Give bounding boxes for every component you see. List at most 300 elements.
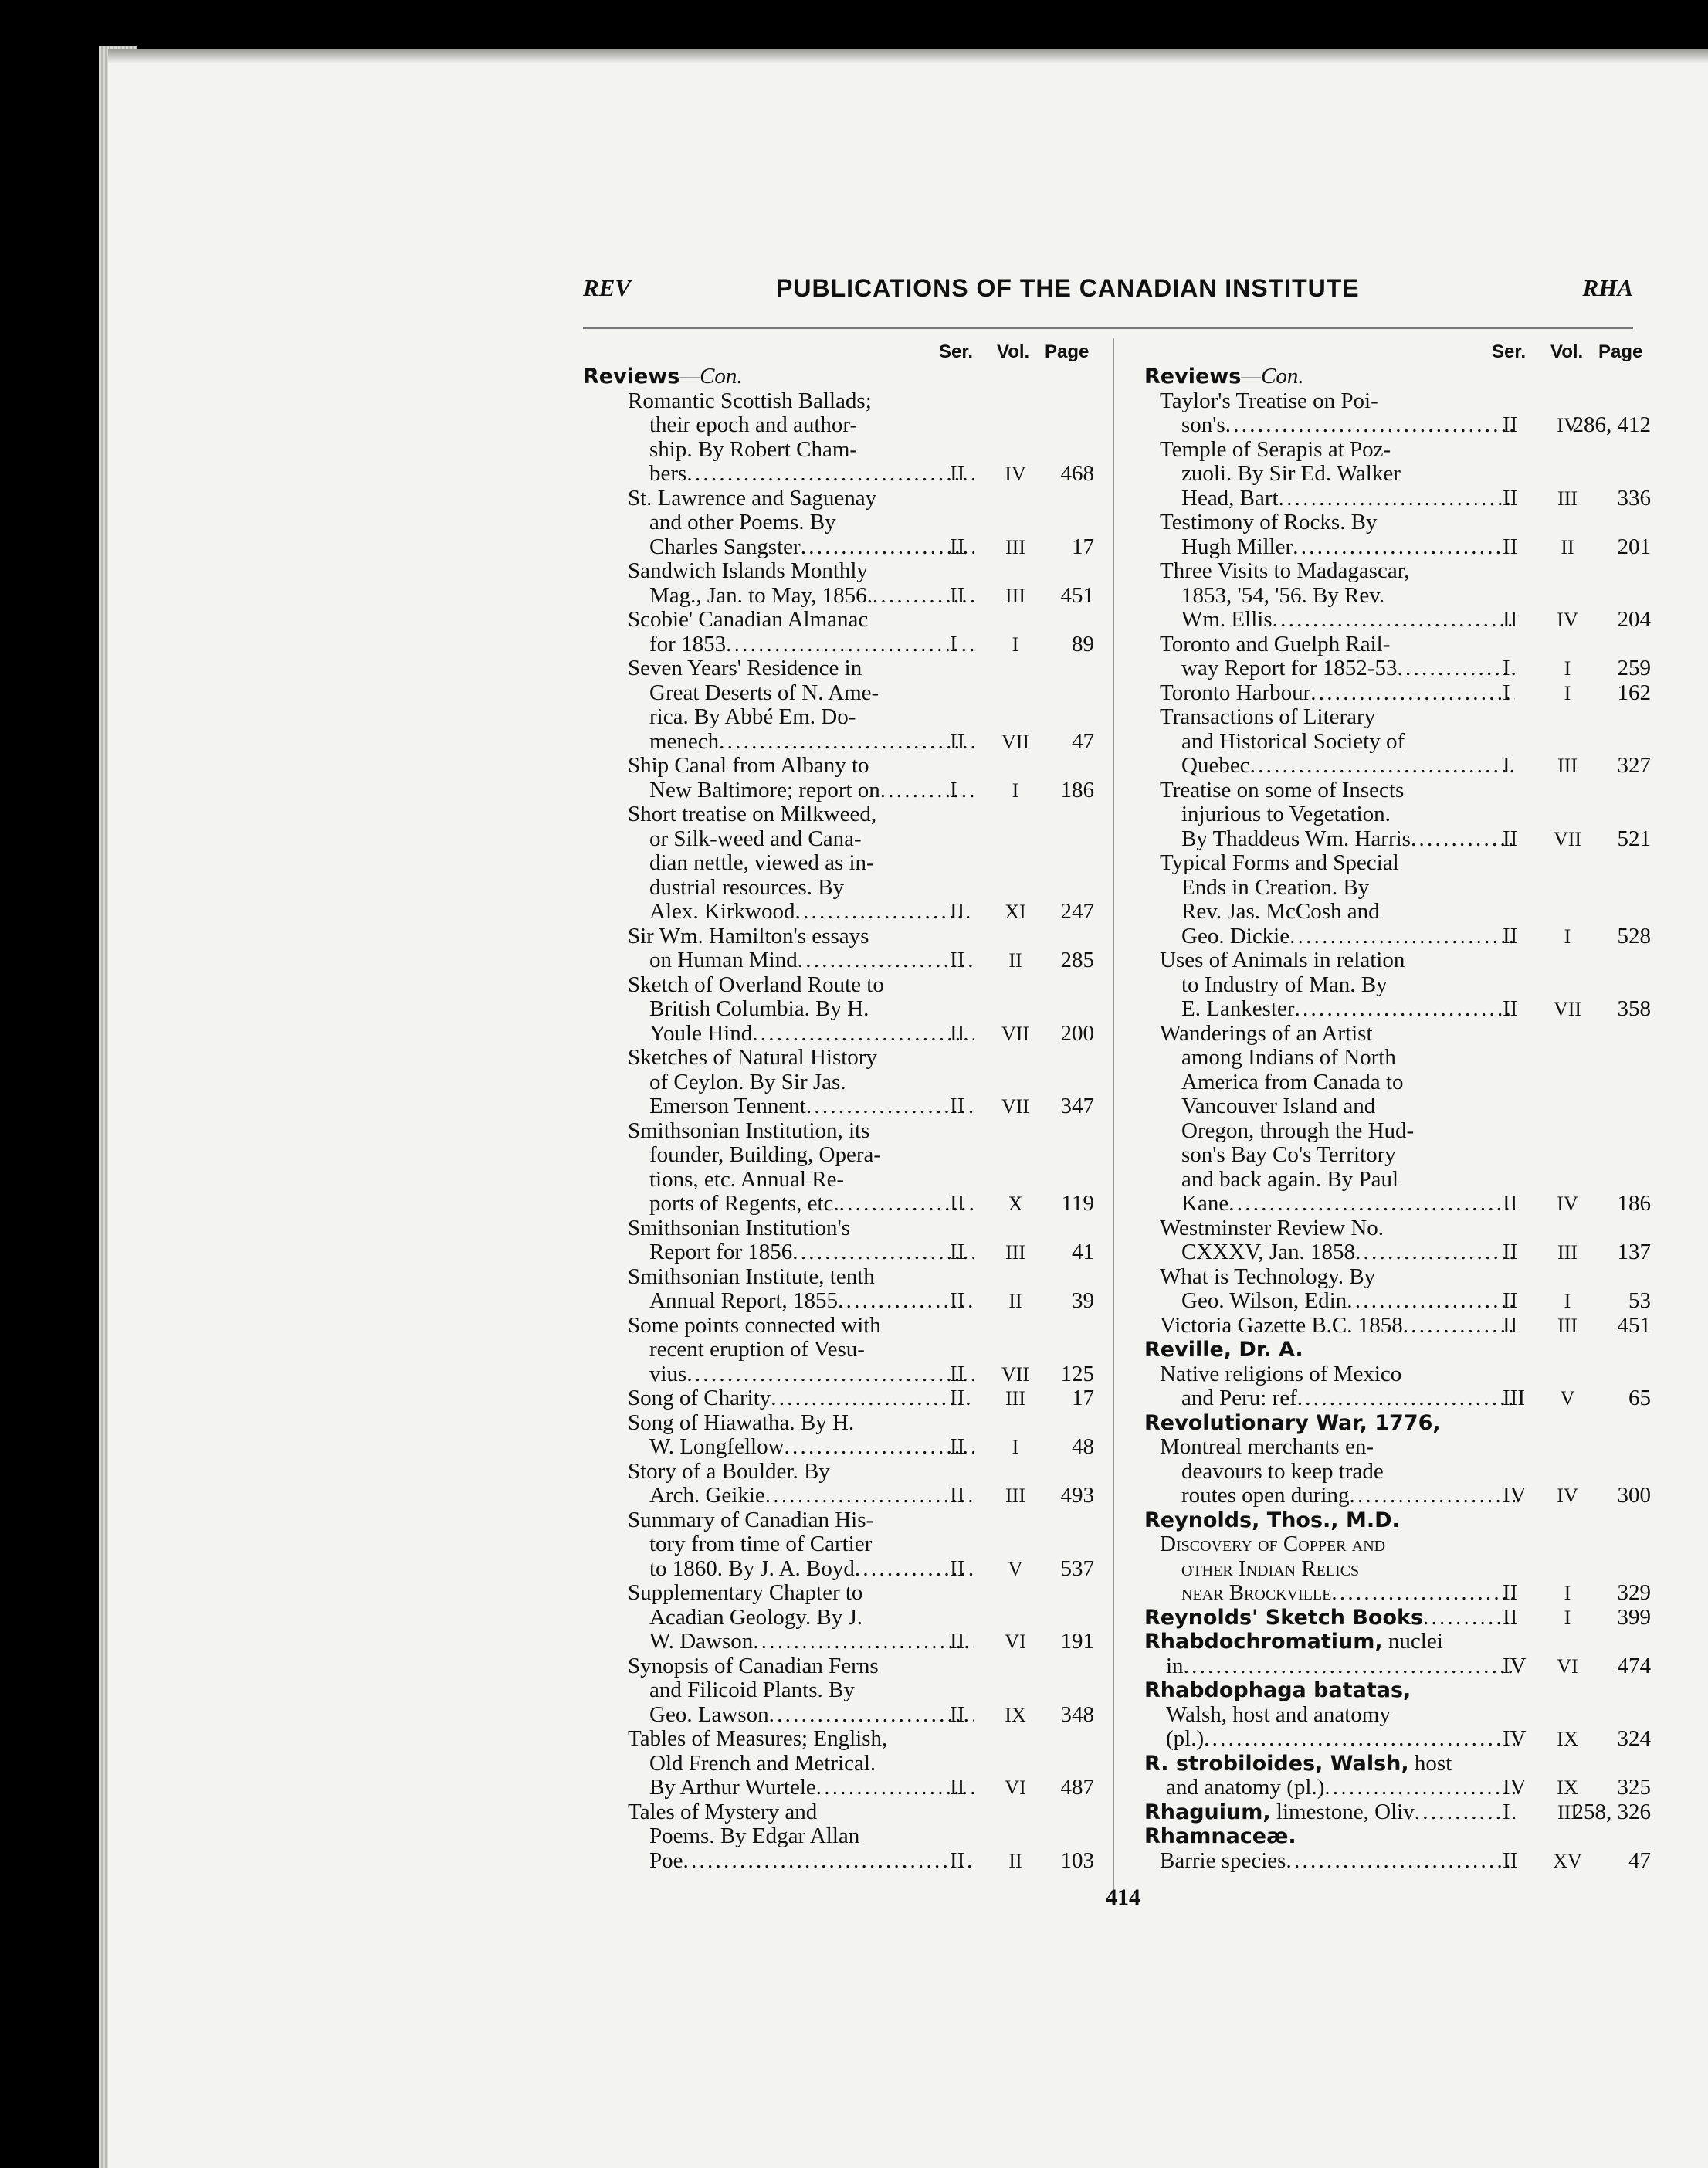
entry-line-text: Walsh, host and anatomy [1166, 1701, 1391, 1727]
entry-refs [1132, 1290, 1651, 1314]
entry-line-text: (pl.) [1166, 1726, 1205, 1751]
entry-line-text: Wm. Ellis [1181, 607, 1273, 632]
index-entry [583, 973, 1099, 1047]
header-vol: Vol. [997, 341, 1030, 362]
entry-refs [1132, 1849, 1651, 1873]
entry-volume: II [1561, 535, 1574, 558]
index-entry [583, 1654, 1099, 1728]
entry-line-text: Geo. Wilson, Edin [1181, 1288, 1347, 1313]
entry-refs [583, 584, 1099, 608]
entry-page: 537 [1060, 1556, 1094, 1581]
entry-series: II [1503, 1580, 1518, 1605]
entry-volume: V [1560, 1387, 1575, 1410]
entry-line: injurious to Vegetation. [1181, 802, 1391, 826]
heading-bold: Rhabdophaga batatas, [1144, 1678, 1411, 1702]
entry-page: 468 [1060, 461, 1094, 486]
entry-page: 324 [1617, 1726, 1651, 1751]
entry-series: II [950, 1020, 965, 1046]
entry-volume: I [1012, 633, 1019, 656]
entry-page: 200 [1060, 1020, 1094, 1046]
entry-line-text: bers [649, 461, 687, 486]
entry-volume: VII [1553, 998, 1582, 1020]
index-heading [1132, 1338, 1639, 1362]
entry-page: 247 [1060, 899, 1094, 924]
entry-page: 451 [1617, 1312, 1651, 1338]
entry-page: 259 [1617, 656, 1651, 680]
entry-volume: IV [1557, 414, 1578, 436]
entry-line: of Ceylon. By Sir Jas. [649, 1069, 846, 1094]
entry-page: 191 [1060, 1629, 1094, 1654]
entry-series: II [950, 1386, 965, 1410]
entry-refs [583, 1849, 1099, 1873]
column-divider [1113, 338, 1114, 1895]
entry-volume: IV [1557, 609, 1578, 631]
entry-line: Three Visits to Madagascar, [1160, 558, 1410, 583]
entry-line: Some points connected with [628, 1312, 881, 1338]
entry-page: 347 [1060, 1094, 1094, 1118]
entry-refs [583, 1022, 1099, 1046]
index-entry [583, 1386, 1099, 1411]
entry-series: II [950, 1094, 965, 1118]
entry-line-text: Barrie species [1160, 1847, 1286, 1873]
heading-text [1144, 1508, 1639, 1533]
heading-bold: Reynolds' Sketch Books [1144, 1605, 1424, 1630]
entry-page: 47 [1628, 1847, 1651, 1873]
entry-line [1144, 1678, 1515, 1703]
entry-line: dustrial resources. By [649, 874, 845, 900]
entry-series: II [950, 1556, 965, 1581]
entry-volume: III [1005, 1241, 1025, 1264]
index-entry [583, 1508, 1099, 1582]
index-entry [1132, 1362, 1651, 1411]
entry-line-text: routes open during [1181, 1483, 1350, 1508]
entry-line-text: E. Lankester [1181, 996, 1295, 1021]
entry-volume: IV [1005, 463, 1026, 485]
entry-volume: IV [1557, 1193, 1578, 1215]
entry-refs [583, 1193, 1099, 1216]
index-entry [583, 754, 1099, 802]
entry-refs [1132, 1387, 1651, 1411]
entry-volume: VI [1557, 1654, 1578, 1678]
entry-line-text: ports of Regents, etc. [649, 1191, 839, 1216]
entry-volume: III [1005, 1387, 1025, 1410]
entry-page: 103 [1060, 1847, 1094, 1873]
entry-line: tions, etc. Annual Re- [649, 1166, 845, 1192]
running-head [583, 274, 1633, 305]
entry-line: Acadian Geology. By J. [649, 1604, 862, 1630]
entry-line-text: for 1853 [649, 631, 727, 657]
index-entry [1132, 1265, 1651, 1314]
entry-series: II [950, 1775, 965, 1800]
entry-series: I [1503, 656, 1510, 680]
entry-refs [1132, 1800, 1651, 1824]
index-entry [583, 559, 1099, 608]
entry-refs [1132, 657, 1651, 681]
entry-page: 119 [1061, 1191, 1094, 1216]
entry-line: Old French and Metrical. [649, 1750, 876, 1776]
heading-bold: Reynolds, Thos., M.D. [1144, 1508, 1400, 1532]
entry-series: II [1503, 534, 1518, 559]
entry-series: IV [1503, 1775, 1527, 1800]
entry-refs [1132, 1606, 1651, 1630]
heading-plain: host [1408, 1750, 1452, 1776]
entry-line: Westminster Review No. [1160, 1215, 1384, 1240]
entry-line-text: Charles Sangster [649, 534, 801, 559]
entry-line-text: W. Dawson [649, 1629, 754, 1654]
index-heading-entry [1132, 1606, 1651, 1630]
entry-volume: XI [1005, 901, 1026, 923]
entry-volume: III [1557, 1800, 1578, 1824]
index-heading-entry [1132, 1752, 1651, 1800]
entry-series: I [1503, 680, 1510, 705]
entry-refs [1132, 1314, 1651, 1338]
entry-line: Sketch of Overland Route to [628, 972, 884, 997]
index-entry [583, 657, 1099, 754]
entry-volume: VII [1001, 1362, 1030, 1386]
entry-series: II [950, 1847, 965, 1873]
entry-line: Discovery of Copper and [1160, 1532, 1386, 1556]
heading-bold: R. strobiloides, Walsh, [1144, 1751, 1409, 1776]
index-heading [1132, 1824, 1639, 1849]
entry-line: Taylor's Treatise on Poi- [1160, 388, 1378, 413]
entry-refs [583, 730, 1099, 754]
entry-refs [1132, 487, 1651, 511]
entry-line: Scobie' Canadian Almanac [628, 607, 869, 632]
heading-bold: Rhabdochromatium, [1144, 1630, 1383, 1654]
entry-line: What is Technology. By [1160, 1264, 1376, 1289]
entry-line: Synopsis of Canadian Ferns [628, 1653, 879, 1678]
entry-page: 300 [1617, 1483, 1651, 1508]
entry-volume: III [1557, 1314, 1578, 1337]
entry-series: II [950, 1701, 965, 1727]
entry-series: I [950, 777, 957, 802]
entry-line: Toronto and Guelph Rail- [1160, 631, 1391, 657]
entry-refs [583, 1436, 1099, 1460]
entry-series: II [950, 1191, 965, 1216]
entry-line-text: on Human Mind [649, 948, 798, 972]
heading-text [1144, 1752, 1452, 1776]
entry-page: 17 [1072, 534, 1094, 559]
index-entry [583, 1119, 1099, 1216]
index-entry [1132, 948, 1651, 1022]
entry-line: Ship Canal from Albany to [628, 753, 869, 778]
entry-series: II [1503, 923, 1518, 948]
entry-refs [583, 779, 1099, 802]
entry-line-text: menech [649, 728, 720, 754]
entry-page: 399 [1617, 1604, 1651, 1630]
entry-line-text: Arch. Geikie [649, 1483, 765, 1508]
entry-series: I [1503, 1799, 1510, 1824]
entry-page: 48 [1072, 1434, 1094, 1459]
entry-line: other Indian Relics [1181, 1556, 1360, 1581]
entry-volume: VII [1001, 1095, 1030, 1118]
entry-line: Uses of Animals in relation [1160, 948, 1405, 972]
header-ser: Ser. [939, 341, 974, 362]
entry-refs [1132, 609, 1651, 633]
entry-line: Smithsonian Institution's [628, 1215, 851, 1240]
index-entry [1132, 1022, 1651, 1216]
entry-line: Wanderings of an Artist [1160, 1020, 1373, 1046]
section-continued: —Con. [679, 364, 743, 388]
entry-series: II [1503, 1288, 1518, 1313]
page-shadow [108, 49, 1708, 63]
entry-volume: I [1564, 925, 1571, 948]
entry-page: 89 [1072, 631, 1094, 657]
section-title: Reviews [583, 365, 680, 388]
entry-line: Tales of Mystery and [628, 1799, 818, 1824]
index-entry [1132, 559, 1651, 633]
entry-line: Poems. By Edgar Allan [649, 1824, 860, 1848]
entry-refs [1132, 414, 1651, 438]
entry-volume: VII [1001, 1022, 1030, 1045]
entry-series: IV [1503, 1483, 1527, 1508]
entry-line: ship. By Robert Cham- [649, 436, 858, 462]
entry-page: 327 [1617, 753, 1651, 778]
entry-page: 162 [1617, 680, 1651, 705]
entry-line: 1853, '54, '56. By Rev. [1181, 582, 1385, 608]
heading-text [1144, 1338, 1639, 1362]
entry-series: II [950, 534, 965, 559]
entry-volume: IX [1557, 1776, 1578, 1799]
entry-line-text: to 1860. By J. A. Boyd [649, 1556, 855, 1581]
index-entry [583, 1216, 1099, 1265]
entry-line: Romantic Scottish Ballads; [628, 388, 872, 413]
entry-refs [583, 901, 1099, 925]
entry-text [1132, 1020, 1518, 1216]
entry-line: Sketches of Natural History [628, 1045, 877, 1070]
entry-page: 451 [1060, 582, 1094, 608]
heading-list [1132, 1338, 1651, 1873]
heading-text [1144, 1411, 1639, 1436]
section-heading [1132, 365, 1651, 389]
entry-line: recent eruption of Vesu- [649, 1337, 865, 1362]
entry-line-text: Quebec [1181, 753, 1250, 778]
entry-volume: VI [1005, 1630, 1026, 1653]
entry-series: II [950, 948, 965, 972]
entry-refs [583, 1484, 1099, 1508]
entry-page: 39 [1072, 1288, 1094, 1313]
entry-series: II [950, 1288, 965, 1313]
entry-line: and Historical Society of [1181, 728, 1405, 754]
entry-refs [1132, 1728, 1651, 1752]
running-head-left: REV [583, 274, 632, 301]
heading-text [1144, 1824, 1639, 1849]
index-entry [583, 1314, 1099, 1387]
entry-series: II [1503, 412, 1518, 437]
entry-series: II [1503, 607, 1518, 632]
entry-line: Smithsonian Institution, its [628, 1118, 870, 1143]
entry-page: 47 [1072, 728, 1094, 754]
entry-line: Treatise on some of Insects [1160, 777, 1405, 802]
entry-line [1144, 1752, 1515, 1776]
section-heading [583, 365, 1099, 389]
entry-line-text: Alex. Kirkwood [649, 899, 795, 924]
entry-line-text: CXXXV, Jan. 1858 [1181, 1240, 1356, 1264]
entry-line: Supplementary Chapter to [628, 1580, 863, 1605]
entry-volume: VII [1001, 730, 1030, 753]
entry-volume: VI [1005, 1776, 1026, 1799]
index-entry [583, 1046, 1099, 1119]
entry-refs [1132, 1654, 1651, 1678]
index-entry [583, 1460, 1099, 1508]
entry-refs [1132, 1776, 1651, 1800]
entry-volume: V [1008, 1557, 1023, 1580]
left-column [583, 340, 1099, 1873]
heading-text [1144, 1678, 1411, 1702]
entry-line-text: New Baltimore; report on [649, 777, 880, 802]
entry-line: founder, Building, Opera- [649, 1142, 882, 1167]
index-entry [583, 925, 1099, 973]
entry-line-text: Song of Charity [628, 1386, 771, 1410]
entry-refs [1132, 998, 1651, 1022]
entry-refs [1132, 827, 1651, 851]
header-page: Page [1598, 341, 1643, 362]
entry-page: 17 [1072, 1386, 1094, 1410]
entry-line: St. Lawrence and Saguenay [628, 485, 877, 511]
entry-line-text: Geo. Dickie [1181, 923, 1290, 948]
entry-line: Sandwich Islands Monthly [628, 558, 868, 583]
index-entry [1132, 511, 1651, 559]
index-entry [583, 389, 1099, 487]
entry-line [1144, 1703, 1515, 1728]
entry-line: Transactions of Literary [1160, 704, 1376, 729]
entry-line-text: and Peru: ref [1181, 1386, 1297, 1410]
entry-series: II [1503, 1312, 1518, 1338]
entry-list [1132, 389, 1651, 1338]
entry-line: and Filicoid Plants. By [649, 1678, 855, 1702]
entry-line: Story of a Boulder. By [628, 1458, 830, 1484]
entry-volume: X [1008, 1193, 1023, 1215]
entry-volume: I [1012, 1436, 1019, 1458]
entry-series: IV [1503, 1653, 1527, 1678]
right-column [1132, 340, 1651, 1873]
entry-line-text: son's [1181, 412, 1225, 437]
entry-page: 329 [1617, 1580, 1651, 1605]
entry-page: 336 [1617, 485, 1651, 511]
entry-volume: III [1005, 535, 1025, 558]
entry-refs [583, 1241, 1099, 1265]
index-entry [1132, 681, 1651, 706]
entry-page: 348 [1060, 1701, 1094, 1727]
entry-line-text: and anatomy (pl.) [1166, 1775, 1325, 1800]
entry-refs [583, 1362, 1099, 1386]
entry-refs [583, 1776, 1099, 1800]
running-head-title: PUBLICATIONS OF THE CANADIAN INSTITUTE [776, 274, 1360, 302]
entry-series: II [950, 1483, 965, 1508]
index-entry [583, 1411, 1099, 1460]
header-page: Page [1045, 341, 1090, 362]
index-heading-entry [1132, 1800, 1651, 1825]
entry-volume: III [1005, 1484, 1025, 1507]
entry-line-text: Mag., Jan. to May, 1856. [649, 582, 873, 608]
entry-line-text: near Brockville [1181, 1580, 1332, 1605]
entry-page: 258, 326 [1572, 1799, 1651, 1824]
entry-page: 186 [1617, 1191, 1651, 1216]
entry-series: II [950, 1434, 965, 1459]
entry-page: 53 [1628, 1288, 1651, 1313]
entry-volume: III [1557, 487, 1578, 510]
entry-line: tory from time of Cartier [649, 1532, 873, 1556]
entry-volume: VII [1553, 827, 1582, 850]
header-vol: Vol. [1550, 341, 1584, 362]
entry-refs [1132, 681, 1651, 705]
entry-page: 487 [1060, 1775, 1094, 1800]
entry-series: II [950, 461, 965, 486]
entry-series: III [1503, 1386, 1525, 1410]
entry-series: II [1503, 996, 1518, 1021]
index-entry [583, 802, 1099, 925]
entry-line-text: Poe [649, 1847, 683, 1873]
index-heading-entry [1132, 1630, 1651, 1678]
entry-series: II [1503, 1847, 1518, 1873]
heading-plain: limestone, Oliv [1270, 1799, 1415, 1824]
index-entry [1132, 438, 1651, 511]
index-entry [1132, 1216, 1651, 1265]
index-heading [1132, 1411, 1639, 1436]
entry-line-text: Emerson Tennent [649, 1094, 806, 1118]
entry-series: II [950, 1629, 965, 1654]
entry-line-text: Geo. Lawson [649, 1701, 769, 1727]
entry-page: 41 [1072, 1240, 1094, 1264]
entry-line: among Indians of North [1181, 1045, 1396, 1070]
running-head-right: RHA [1582, 274, 1633, 301]
index-entry [1132, 633, 1651, 681]
entry-page: 358 [1617, 996, 1651, 1021]
index-heading [1132, 1508, 1639, 1533]
entry-list [583, 389, 1099, 1874]
entry-refs [1132, 925, 1651, 948]
entry-series: II [1503, 1604, 1518, 1630]
entry-refs [1132, 1582, 1651, 1606]
entry-page: 528 [1617, 923, 1651, 948]
entry-series: II [1503, 1240, 1518, 1264]
index-heading-entry [1132, 1678, 1651, 1752]
index-entry [583, 487, 1099, 560]
entry-refs [583, 463, 1099, 487]
entry-series: II [1503, 485, 1518, 511]
entry-page: 521 [1617, 826, 1651, 851]
entry-line: Seven Years' Residence in [628, 656, 862, 680]
entry-line: Montreal merchants en- [1160, 1434, 1374, 1459]
header-rule [583, 327, 1633, 329]
entry-page: 204 [1617, 607, 1651, 632]
index-entry [583, 1727, 1099, 1800]
index-entry [583, 1800, 1099, 1874]
index-entry [1132, 1532, 1651, 1606]
entry-line: Song of Hiawatha. By H. [628, 1410, 855, 1435]
entry-line: Summary of Canadian His- [628, 1507, 874, 1532]
entry-line-text: Victoria Gazette B.C. 1858 [1160, 1312, 1403, 1338]
heading-plain: nuclei [1382, 1629, 1443, 1654]
entry-page: 493 [1060, 1483, 1094, 1508]
entry-line-text: Report for 1856 [649, 1240, 793, 1264]
entry-line: son's Bay Co's Territory [1181, 1142, 1396, 1167]
entry-line-text: Annual Report, 1855 [649, 1288, 839, 1313]
index-entry [1132, 389, 1651, 438]
entry-line: Native religions of Mexico [1160, 1361, 1402, 1386]
entry-page: 285 [1060, 948, 1094, 972]
entry-line-text: Youle Hind [649, 1020, 753, 1046]
entry-refs [1132, 755, 1651, 779]
entry-volume: IV [1557, 1484, 1578, 1507]
entry-page: 286, 412 [1572, 412, 1651, 437]
heading-text [1144, 1630, 1443, 1654]
entry-line: rica. By Abbé Em. Do- [649, 704, 856, 729]
entry-refs [583, 949, 1099, 973]
entry-line-text: By Arthur Wurtele [649, 1775, 816, 1800]
entry-volume: II [1008, 1849, 1022, 1872]
entry-line: or Silk-weed and Cana- [649, 826, 862, 851]
